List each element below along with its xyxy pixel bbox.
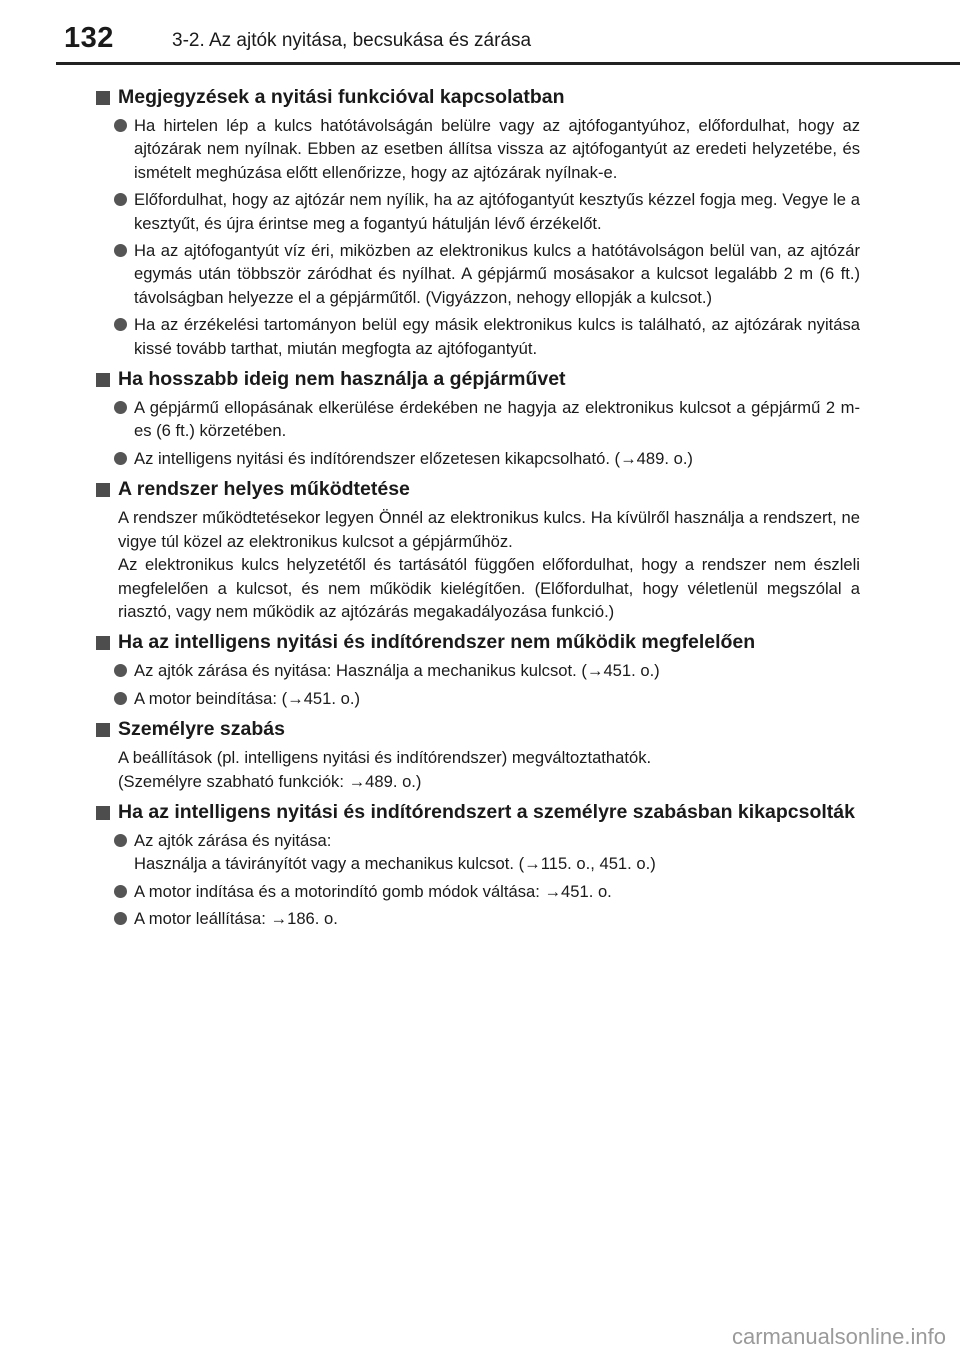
list-item-text: A motor leállítása: →186. o. (134, 909, 338, 929)
round-bullet-icon (114, 244, 127, 257)
section-heading-text: Ha az intelligens nyitási és indítórendszer nem működik megfelelően (118, 631, 756, 654)
list-item (114, 114, 860, 184)
list-item-text: Ha az ajtófogantyút víz éri, miközben az elektronikus kulcs a hatótávolságon belül van, az ajtózár egymás után többször záródhat és nyílhat. A gépjármű mosásakor a kulcsot legalább 2 m (6 ft.) távolságban helyezze el a gépjárműtől. (Vigyázzon, nehogy ellopják a kulcsot.) (134, 241, 860, 307)
section-paragraph: A beállítások (pl. intelligens nyitási és indítórendszer) megváltoztathatók. (Személyre szabható funkciók: →489. o.) (118, 748, 652, 791)
round-bullet-icon (114, 318, 127, 331)
square-bullet-icon (96, 483, 110, 497)
header-divider (56, 62, 960, 65)
list-item (114, 659, 860, 682)
round-bullet-icon (114, 834, 127, 847)
list-item-text: Az ajtók zárása és nyitása: Használja a mechanikus kulcsot. (→451. o.) (134, 661, 660, 681)
section (96, 800, 860, 931)
watermark: carmanualsonline.info (731, 1324, 946, 1349)
section-heading-text: Ha hosszabb ideig nem használja a gépjárművet (118, 368, 566, 391)
section-heading (96, 717, 860, 742)
round-bullet-icon (114, 885, 127, 898)
section (96, 367, 860, 470)
round-bullet-icon (114, 664, 127, 677)
round-bullet-icon (114, 401, 127, 414)
list-item-text: A motor indítása és a motorindító gomb módok váltása: →451. o. (134, 881, 612, 901)
square-bullet-icon (96, 636, 110, 650)
section-heading-text: A rendszer helyes működtetése (118, 478, 410, 501)
round-bullet-icon (114, 912, 127, 925)
list-item-text: A gépjármű ellopásának elkerülése érdekében ne hagyja az elektronikus kulcsot a gépjármű 2 m-es (6 ft.) körzetében. (134, 398, 860, 441)
list-item-text: Az intelligens nyitási és indítórendszer előzetesen kikapcsolható. (→489. o.) (134, 448, 693, 468)
section-paragraph: A rendszer működtetésekor legyen Önnél az elektronikus kulcs. Ha kívülről használja a rendszert, ne vigye túl közel az elektronikus kulcsot a gépjárműhöz. Az elektronikus kulcs helyzetétől és tartásától függően előfordulhat, hogy a rendszer nem észleli megfelelően a kulcsot, és nem működik kielégítően. (Előfordulhat, hogy véletlenül megszólal a riasztó, vagy nem működik az ajtózárás megakadályozása funkció.) (118, 508, 860, 621)
chapter-title: 3-2. Az ajtók nyitása, becsukása és zárása (172, 30, 532, 51)
section-heading-text: Megjegyzések a nyitási funkcióval kapcsolatban (118, 86, 565, 108)
section (96, 630, 860, 710)
list-item-text: Ha hirtelen lép a kulcs hatótávolságán belülre vagy az ajtófogantyúhoz, előfordulhat, hogy az ajtózárak nem nyílnak. Ebben az esetben állítsa vissza az ajtófogantyút az eredeti helyzetébe, és ismételt meghúzása előtt ellenőrizze, hogy az ajtózárak nyílnak-e. (134, 116, 860, 182)
list-item-text: A motor beindítása: (→451. o.) (134, 688, 360, 708)
section-heading (96, 85, 860, 110)
square-bullet-icon (96, 91, 110, 105)
square-bullet-icon (96, 806, 110, 820)
section-heading (96, 477, 860, 502)
list-item (114, 396, 860, 443)
list-item (114, 687, 860, 710)
list-item (114, 829, 860, 876)
round-bullet-icon (114, 692, 127, 705)
square-bullet-icon (96, 723, 110, 737)
list-item-text: Az ajtók zárása és nyitása: Használja a távirányítót vagy a mechanikus kulcsot. (→115. o., 451. o.) (134, 830, 656, 874)
list-item-text: Ha az érzékelési tartományon belül egy másik elektronikus kulcs is található, az ajtózárak nyitása kissé tovább tarthat, miután megfogta az ajtófogantyút. (134, 315, 860, 358)
page-content (96, 78, 860, 935)
section-heading (96, 630, 860, 655)
round-bullet-icon (114, 119, 127, 132)
section (96, 477, 860, 623)
square-bullet-icon (96, 373, 110, 387)
section-heading-text: Ha az intelligens nyitási és indítórendszert a személyre szabásban kikapcsolták (118, 800, 855, 823)
list-item-text: Előfordulhat, hogy az ajtózár nem nyílik, ha az ajtófogantyút kesztyűs kézzel fogja meg. Vegye le a kesztyűt, és újra érintse meg a fogantyú hátulján lévő érzékelőt. (134, 190, 860, 233)
section-heading (96, 367, 860, 392)
section (96, 717, 860, 793)
list-item (114, 880, 860, 903)
round-bullet-icon (114, 452, 127, 465)
list-item (114, 188, 860, 235)
section (96, 85, 860, 360)
section-heading (96, 800, 860, 825)
page-number: 132 (64, 22, 114, 54)
list-item (114, 907, 860, 930)
round-bullet-icon (114, 193, 127, 206)
list-item (114, 313, 860, 360)
list-item (114, 239, 860, 309)
list-item (114, 447, 860, 470)
section-heading-text: Személyre szabás (118, 718, 285, 741)
page-header (0, 0, 960, 70)
